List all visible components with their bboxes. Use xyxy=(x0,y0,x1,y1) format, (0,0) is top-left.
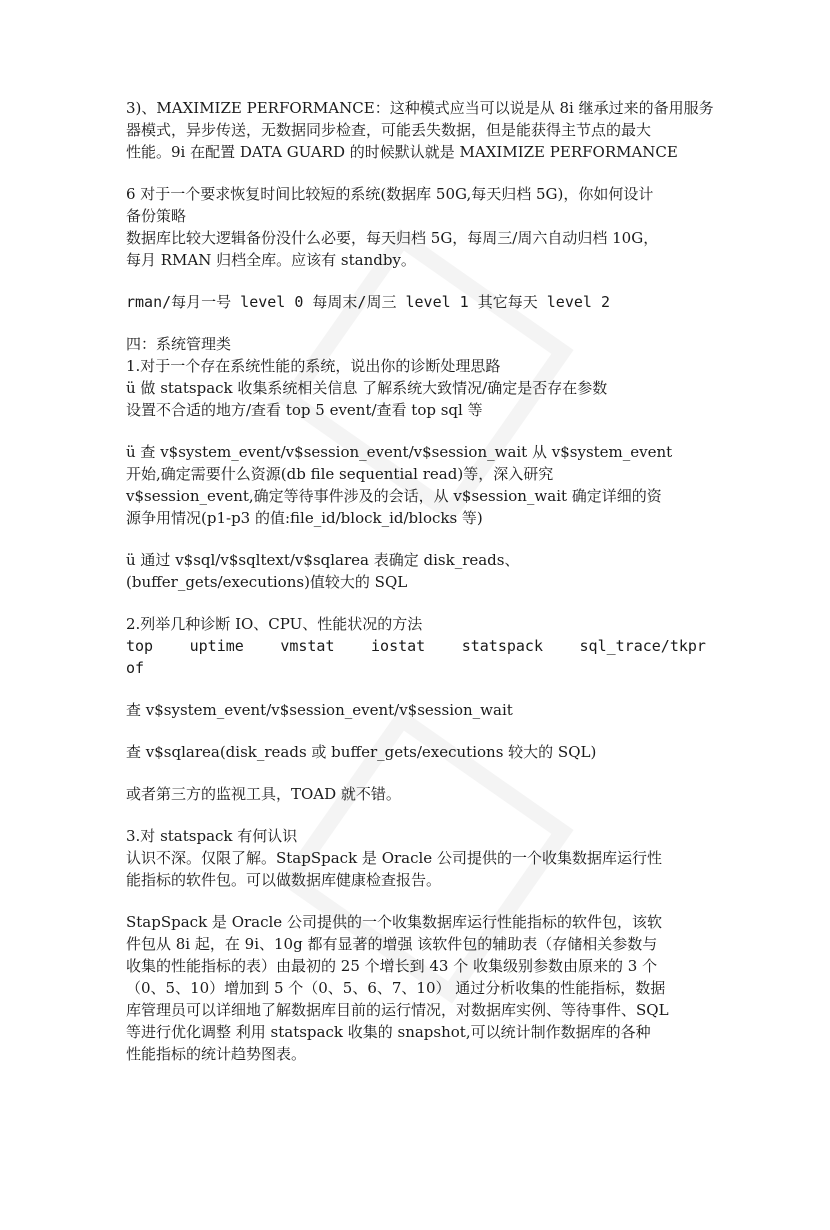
tool-wrap: of xyxy=(126,659,145,677)
question-2: 2.列举几种诊断 IO、CPU、性能状况的方法 xyxy=(126,615,423,633)
question-1: 1.对于一个存在系统性能的系统，说出你的诊断处理思路 xyxy=(126,357,501,375)
bullet-system-event: ü 查 v$system_event/v$session_event/v$session_wait 从 v$system_event 开始,确定需要什么资源(db file sequential read)等，深入研究 v$session_event,确定等待事件涉及的会话，从 v$session_wait 确定详细的资 源争用情况(p1-p3 的值:file_id/block_id/blocks 等) xyxy=(126,443,673,527)
tool-item: statspack xyxy=(461,637,543,655)
tool-item: sql_trace/tkpr xyxy=(579,637,706,655)
tool-item: iostat xyxy=(371,637,426,655)
check-sqlarea: 查 v$sqlarea(disk_reads 或 buffer_gets/executions 较大的 SQL) xyxy=(126,743,597,761)
tools-row xyxy=(126,635,706,657)
question-6: 6 对于一个要求恢复时间比较短的系统(数据库 50G,每天归档 5G)，你如何设计 备份策略 xyxy=(126,185,654,225)
question-3: 3.对 statspack 有何认识 xyxy=(126,827,298,845)
bullet-statspack: ü 做 statspack 收集系统相关信息 了解系统大致情况/确定是否存在参数 设置不合适的地方/查看 top 5 event/查看 top sql 等 xyxy=(126,379,608,419)
document-body xyxy=(126,97,714,1085)
check-event-views: 查 v$system_event/v$session_event/v$session_wait xyxy=(126,701,513,719)
section-heading: 四：系统管理类 xyxy=(126,335,232,353)
tools-list xyxy=(126,635,706,679)
third-party-tools: 或者第三方的监视工具，TOAD 就不错。 xyxy=(126,785,401,803)
tool-item: uptime xyxy=(189,637,244,655)
rman-levels: rman/每月一号 level 0 每周末/周三 level 1 其它每天 level 2 xyxy=(126,293,610,311)
paragraph-maximize-performance: 3)、MAXIMIZE PERFORMANCE：这种模式应当可以说是从 8i 继承过来的备用服务 器模式，异步传送，无数据同步检查，可能丢失数据，但是能获得主节点的最大 性能。9i 在配置 DATA GUARD 的时候默认就是 MAXIMIZE PERFORMANCE xyxy=(126,99,714,161)
answer-6: 数据库比较大逻辑备份没什么必要，每天归档 5G，每周三/周六自动归档 10G， 每月 RMAN 归档全库。应该有 standby。 xyxy=(126,229,659,269)
bullet-sqlarea: ü 通过 v$sql/v$sqltext/v$sqlarea 表确定 disk_reads、 (buffer_gets/executions)值较大的 SQL xyxy=(126,551,520,591)
tool-item: vmstat xyxy=(280,637,335,655)
statspack-description: StapSpack 是 Oracle 公司提供的一个收集数据库运行性能指标的软件包，该软 件包从 8i 起，在 9i、10g 都有显著的增强 该软件包的辅助表（存储相关参数与 收集的性能指标的表）由最初的 25 个增长到 43 个 收集级别参数由原来的 3 个 （0、5、10）增加到 5 个（0、5、6、7、10） 通过分析收集的性能指标，数据 库管理员可以详细地了解数据库目前的运行情况，对数据库实例、等待事件、SQL 等进行优化调整 利用 statspack 收集的 snapshot,可以统计制作数据库的各种 性能指标的统计趋势图表。 xyxy=(126,913,669,1063)
answer-3: 认识不深。仅限了解。StapSpack 是 Oracle 公司提供的一个收集数据库运行性 能指标的软件包。可以做数据库健康检查报告。 xyxy=(126,849,662,889)
tool-item: top xyxy=(126,637,154,655)
